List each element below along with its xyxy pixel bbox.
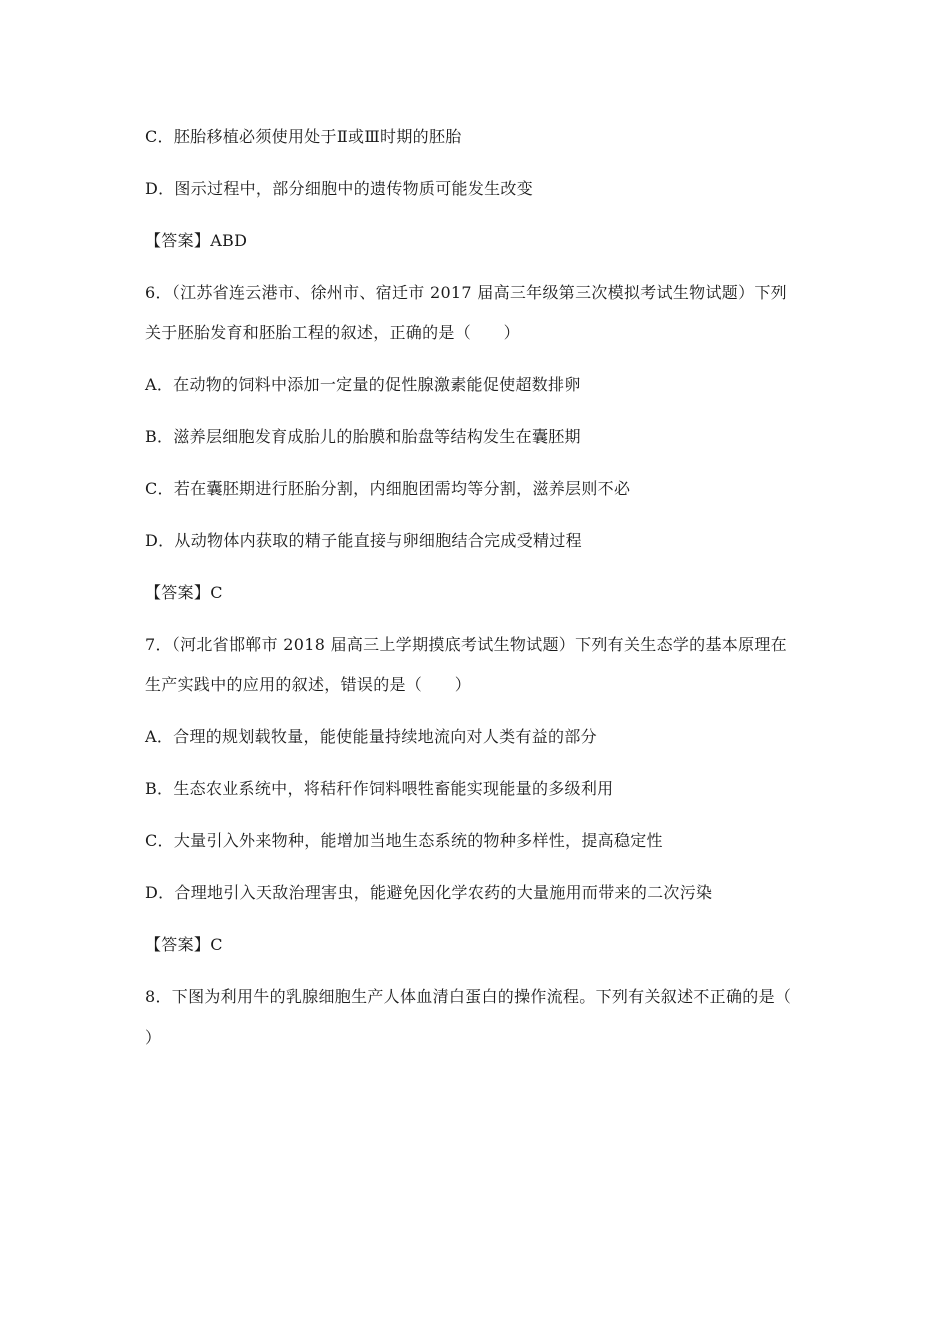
q5-answer: 【答案】ABD	[145, 231, 248, 250]
q6-option-a: A．在动物的饲料中添加一定量的促性腺激素能促使超数排卵	[145, 375, 581, 394]
q6-option-c: C．若在囊胚期进行胚胎分割，内细胞团需均等分割，滋养层则不必	[145, 479, 631, 498]
q6-stem-line1: 6．（江苏省连云港市、徐州市、宿迁市 2017 届高三年级第三次模拟考试生物试题）下列	[145, 283, 787, 302]
q6-option-b: B．滋养层细胞发育成胎儿的胎膜和胎盘等结构发生在囊胚期	[145, 427, 581, 446]
q6-stem-line2: 关于胚胎发育和胚胎工程的叙述，正确的是（ ）	[145, 323, 520, 342]
q5-option-d: D．图示过程中，部分细胞中的遗传物质可能发生改变	[145, 179, 534, 198]
q7-option-b: B．生态农业系统中，将秸秆作饲料喂牲畜能实现能量的多级利用	[145, 779, 614, 798]
q7-stem-line2: 生产实践中的应用的叙述，错误的是（ ）	[145, 675, 472, 694]
q7-stem-line1: 7．（河北省邯郸市 2018 届高三上学期摸底考试生物试题）下列有关生态学的基本原理在	[145, 635, 787, 654]
q6-option-d: D．从动物体内获取的精子能直接与卵细胞结合完成受精过程	[145, 531, 582, 550]
q6-answer: 【答案】C	[145, 583, 223, 602]
q7-option-d: D．合理地引入天敌治理害虫，能避免因化学农药的大量施用而带来的二次污染	[145, 883, 713, 902]
q5-option-c: C．胚胎移植必须使用处于Ⅱ或Ⅲ时期的胚胎	[145, 127, 462, 146]
q7-option-a: A．合理的规划载牧量，能使能量持续地流向对人类有益的部分	[145, 727, 597, 746]
q7-answer: 【答案】C	[145, 935, 223, 954]
q8-stem-line1: 8．下图为利用牛的乳腺细胞生产人体血清白蛋白的操作流程。下列有关叙述不正确的是（	[145, 987, 792, 1006]
q8-stem-line2: ）	[145, 1028, 162, 1047]
q7-option-c: C．大量引入外来物种，能增加当地生态系统的物种多样性，提高稳定性	[145, 831, 663, 850]
